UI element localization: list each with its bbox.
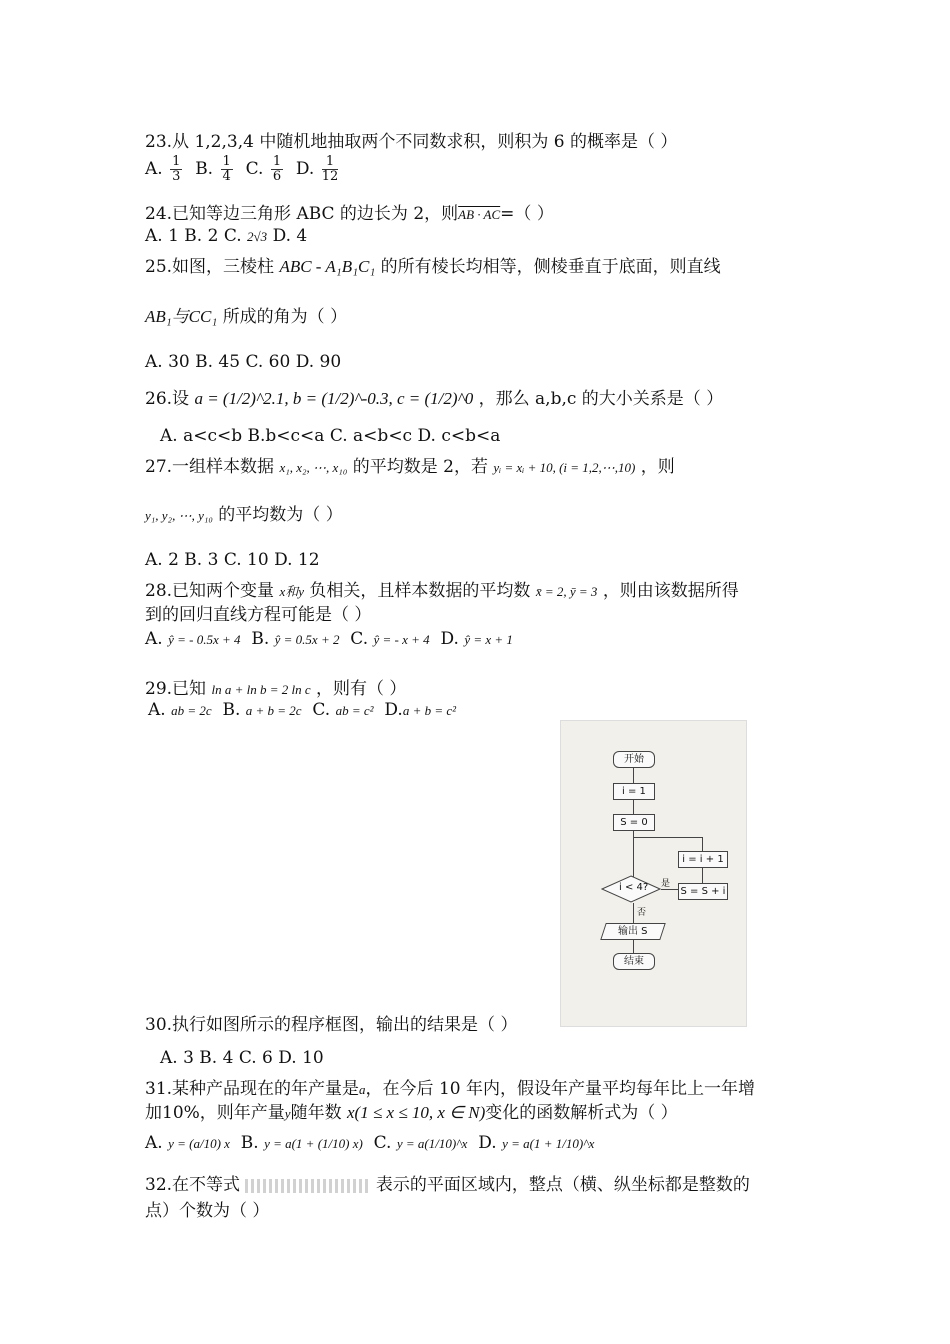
flow-init-i: i = 1 xyxy=(613,783,655,800)
q32-stem: 32.在不等式 表示的平面区域内，整点（横、纵坐标都是整数的 xyxy=(145,1175,750,1195)
q30-options: A. 3 B. 4 C. 6 D. 10 xyxy=(160,1048,324,1068)
q32-garbled-inequality xyxy=(245,1179,370,1193)
q32-stem-cont: 点）个数为（ ） xyxy=(145,1201,270,1221)
q30-stem: 30.执行如图所示的程序框图，输出的结果是（ ） xyxy=(145,1015,518,1035)
q29-options: A. ab = 2c B. a + b = 2c C. ab = c² D.a + b = c² xyxy=(148,700,457,720)
q27-stem-cont: y₁, y₂, ⋯, y₁₀ 的平均数为（ ） xyxy=(145,505,343,525)
flow-init-s: S = 0 xyxy=(613,814,655,831)
flow-yes-label: 是 xyxy=(661,879,671,889)
q25-stem-cont: AB₁与CC₁ 所成的角为（ ） xyxy=(145,307,348,327)
q23-frac-b: $\frac{1}{4}$ xyxy=(222,154,231,184)
q31-options: A. y = (a/10) x B. y = a(1 + (1/10) x) C. y = a(1/10)^x D. y = a(1 + 1/10)^x xyxy=(145,1133,595,1153)
q26-stem: 26.设 a = (1/2)^2.1, b = (1/2)^-0.3, c = (1/2)^0 ，那么 a,b,c 的大小关系是（ ） xyxy=(145,389,724,409)
q31-stem: 31.某种产品现在的年产量是a，在今后 10 年内，假设年产量平均每年比上一年增 xyxy=(145,1079,755,1099)
flow-decision-label: i < 4? xyxy=(619,882,649,893)
flow-output: 输出 S xyxy=(600,923,666,940)
flow-no-label: 否 xyxy=(637,908,647,918)
q23-frac-d: $\frac{1}{12}$ xyxy=(321,154,339,184)
q28-options: A. ŷ = - 0.5x + 4 B. ŷ = 0.5x + 2 C. ŷ = - x + 4 D. ŷ = x + 1 xyxy=(145,629,513,649)
q26-options: A. a<c<b B.b<c<a C. a<b<c D. c<b<a xyxy=(160,426,501,446)
q25-prism: ABC - A₁B₁C₁ xyxy=(279,257,376,276)
flow-update-s: S = S + i xyxy=(678,883,728,900)
q24-vector: AB · AC xyxy=(458,207,501,222)
flow-update-i: i = i + 1 xyxy=(678,851,728,868)
q24-options: A. 1 B. 2 C. 2√3 D. 4 xyxy=(145,226,308,246)
flow-start: 开始 xyxy=(613,751,655,768)
q28-stem-cont: 到的回归直线方程可能是（ ） xyxy=(145,605,372,625)
q29-stem: 29.已知 ln a + ln b = 2 ln c ，则有（ ） xyxy=(145,679,407,699)
q25-options: A. 30 B. 45 C. 60 D. 90 xyxy=(145,352,342,372)
q26-expression: a = (1/2)^2.1, b = (1/2)^-0.3, c = (1/2)^0 xyxy=(194,389,474,408)
q24-stem: 24.已知等边三角形 ABC 的边长为 2，则AB · AC=（ ） xyxy=(145,204,554,224)
q23-stem: 23.从 1,2,3,4 中随机地抽取两个不同数求积，则积为 6 的概率是（ ） xyxy=(145,132,678,152)
q27-options: A. 2 B. 3 C. 10 D. 12 xyxy=(145,550,320,570)
q28-stem: 28.已知两个变量 x和y 负相关，且样本数据的平均数 x̄ = 2, ȳ = 3 ，则由该数据所得 xyxy=(145,581,739,601)
q27-stem: 27.一组样本数据 x₁, x₂, ⋯, x₁₀ 的平均数是 2，若 yᵢ = xᵢ + 10, (i = 1,2,⋯,10) ，则 xyxy=(145,457,675,477)
q31-stem-cont: 加10%，则年产量y随年数 x(1 ≤ x ≤ 10, x ∈ N)变化的函数解析式为（ ） xyxy=(145,1103,678,1123)
flow-end: 结束 xyxy=(613,953,655,970)
q23-frac-c: $\frac{1}{6}$ xyxy=(272,154,282,184)
q23-options: A. $\frac{1}{3}$ B. $\frac{1}{4}$ C. $\frac{1}{6}$ D. $\frac{1}{12}$ xyxy=(145,154,339,184)
q23-frac-a: $\frac{1}{3}$ xyxy=(172,154,181,184)
q25-stem: 25.如图，三棱柱 ABC - A₁B₁C₁ 的所有棱长均相等，侧棱垂直于底面，则直线 xyxy=(145,257,721,277)
flowchart-figure xyxy=(560,720,747,1027)
